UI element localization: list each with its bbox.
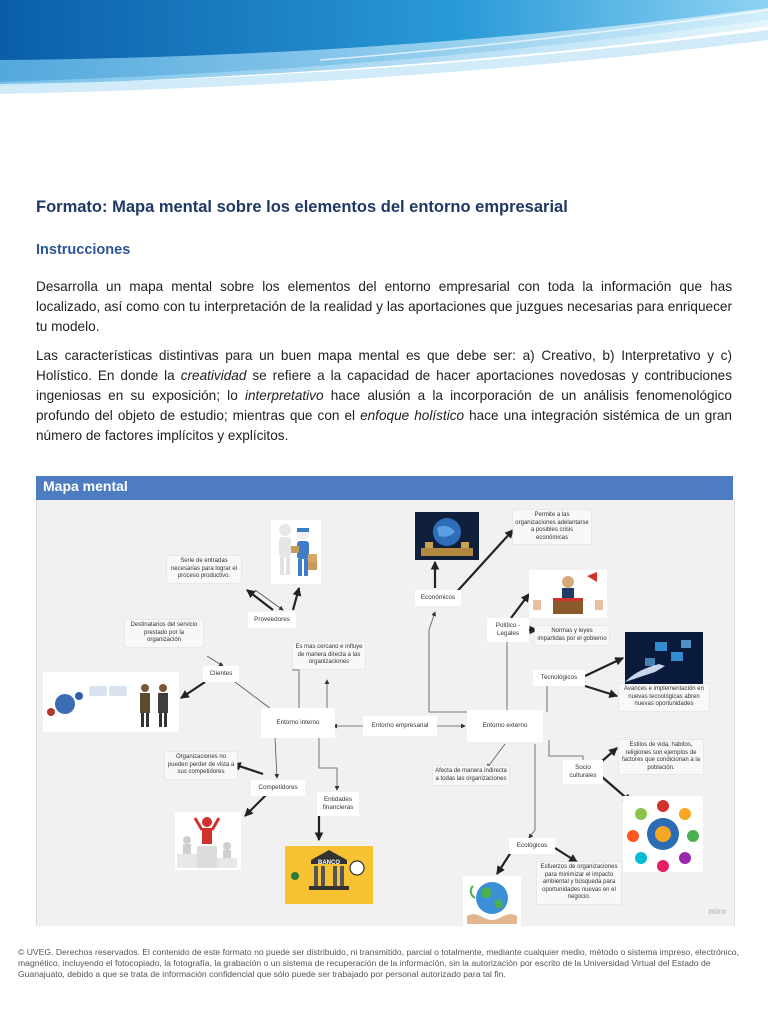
wave-banner-graphic bbox=[0, 0, 768, 96]
competitors-illustration bbox=[175, 812, 241, 870]
emphasis-enfoque-holistico: enfoque holístico bbox=[360, 408, 465, 423]
node-proveedores: Proveedores bbox=[248, 612, 296, 628]
ecology-illustration bbox=[463, 876, 521, 926]
emphasis-creatividad: creatividad bbox=[180, 368, 247, 383]
suppliers-illustration bbox=[271, 520, 321, 584]
paragraph-2-text: Las características distintivas para un buen mapa mental es que debe ser: a) Creativo, b) Interpretativo y c) Holístico. En donde la bbox=[36, 348, 732, 383]
note-economicos: Permite a las organizaciones adelantarse a posibles crisis económicas bbox=[513, 510, 591, 544]
earth-hands-icon bbox=[463, 876, 521, 926]
diverse-people-circle-icon bbox=[623, 796, 703, 872]
note-competidores: Organizaciones no pueden perder de vista a sus competidores bbox=[165, 752, 237, 779]
politics-illustration bbox=[529, 570, 607, 618]
paragraph-2-text: se refiere a la capacidad de hacer aportaciones novedosas y contribuciones ingeniosas en su exposición; lo bbox=[36, 368, 732, 403]
emphasis-interpretativo: interpretativo bbox=[244, 388, 324, 403]
note-clientes: Destinatarios del servicio prestado por la organización bbox=[125, 620, 203, 647]
mindmap-board bbox=[36, 500, 735, 926]
delivery-people-icon bbox=[271, 520, 321, 584]
bank-illustration bbox=[285, 846, 373, 904]
paragraph-2-text: hace una integración sistémica de un gran número de factores implícitos y explícitos. bbox=[36, 408, 732, 443]
node-entorno-empresarial: Entorno empresarial bbox=[363, 716, 437, 736]
note-proveedores: Serie de entradas necesarias para lograr el proceso productivo. bbox=[167, 556, 241, 583]
business-people-icon bbox=[43, 672, 179, 732]
bank-icon bbox=[285, 846, 373, 904]
instructions-paragraph-1: Desarrolla un mapa mental sobre los elementos del entorno empresarial con toda la información que has localizado, así como con tu interpretación de la realidad y las aportaciones que juzgues necesarias para enriquecer tu modelo. bbox=[36, 279, 732, 334]
node-clientes: Clientes bbox=[203, 666, 239, 682]
mindmap-header: Mapa mental bbox=[36, 476, 733, 500]
bank-label: BANCO bbox=[318, 860, 340, 866]
node-politico-legales: Político - Legales bbox=[487, 618, 529, 642]
note-entorno-interno: Es mas cercano e influye de manera directa a las organizaciones bbox=[293, 642, 365, 669]
technology-illustration bbox=[625, 632, 703, 684]
node-entorno-externo: Entorno externo bbox=[467, 710, 543, 742]
politician-podium-icon bbox=[529, 570, 607, 618]
podium-icon bbox=[175, 812, 241, 870]
page-title: Formato: Mapa mental sobre los elementos del entorno empresarial bbox=[36, 198, 568, 216]
clients-illustration bbox=[43, 672, 179, 732]
globe-coins-icon bbox=[415, 512, 479, 560]
node-entorno-interno: Entorno interno bbox=[261, 708, 335, 738]
node-competidores: Competidores bbox=[251, 780, 305, 796]
node-tecnologicos: Tecnológicos bbox=[533, 670, 585, 686]
node-entidades-financieras: Entidades financieras bbox=[317, 792, 359, 816]
node-ecologicos: Ecológicos bbox=[509, 838, 555, 854]
note-entorno-externo: Afecta de manera indirecta a todas las organizaciones bbox=[433, 766, 509, 785]
instructions-heading: Instrucciones bbox=[36, 242, 131, 258]
note-ecologicos: Esfuerzos de organizaciones para minimizar el impacto ambiental y búsqueda para oportunidades nuevas en el negocio. bbox=[537, 862, 621, 904]
socio-cultural-illustration bbox=[623, 796, 703, 872]
header-banner bbox=[0, 0, 768, 96]
note-socio-culturales: Estilos de vida, hábitos, religiones son ejemplos de factores que condicionan a la población. bbox=[619, 740, 703, 774]
note-tecnologicos: Avances e implementación en nuevas tecnológicas abren nuevas oportunidades bbox=[619, 684, 709, 711]
node-economicos: Económicos bbox=[415, 590, 461, 606]
paragraph-2-text: hace alusión a la incorporación de un análisis fenomenológico profundo del objeto de estudio; mientras que con el bbox=[36, 388, 732, 423]
note-politico: Normas y leyes impartidas por el gobierno bbox=[535, 626, 609, 645]
instructions-paragraph-2 bbox=[36, 346, 732, 446]
copyright-footer: © UVEG. Derechos reservados. El contenido de este formato no puede ser distribuido, ni transmitido, parcial o totalmente, mediante cualquier medio, método o sistema impreso, electrónico, magnético, incluyendo el fotocopiado, la fotografía, la grabación o un sistema de recuperación de la información, sin la autorización por escrito de la Universidad Virtual del Estado de Guanajuato, debido a que se trata de información confidencial que sólo puede ser trabajado por personal autorizado para tal fin. bbox=[18, 947, 739, 979]
node-socio-culturales: Socio culturales bbox=[563, 760, 603, 784]
economy-illustration bbox=[415, 512, 479, 560]
miro-watermark: miro bbox=[708, 907, 726, 916]
digital-screens-icon bbox=[625, 632, 703, 684]
